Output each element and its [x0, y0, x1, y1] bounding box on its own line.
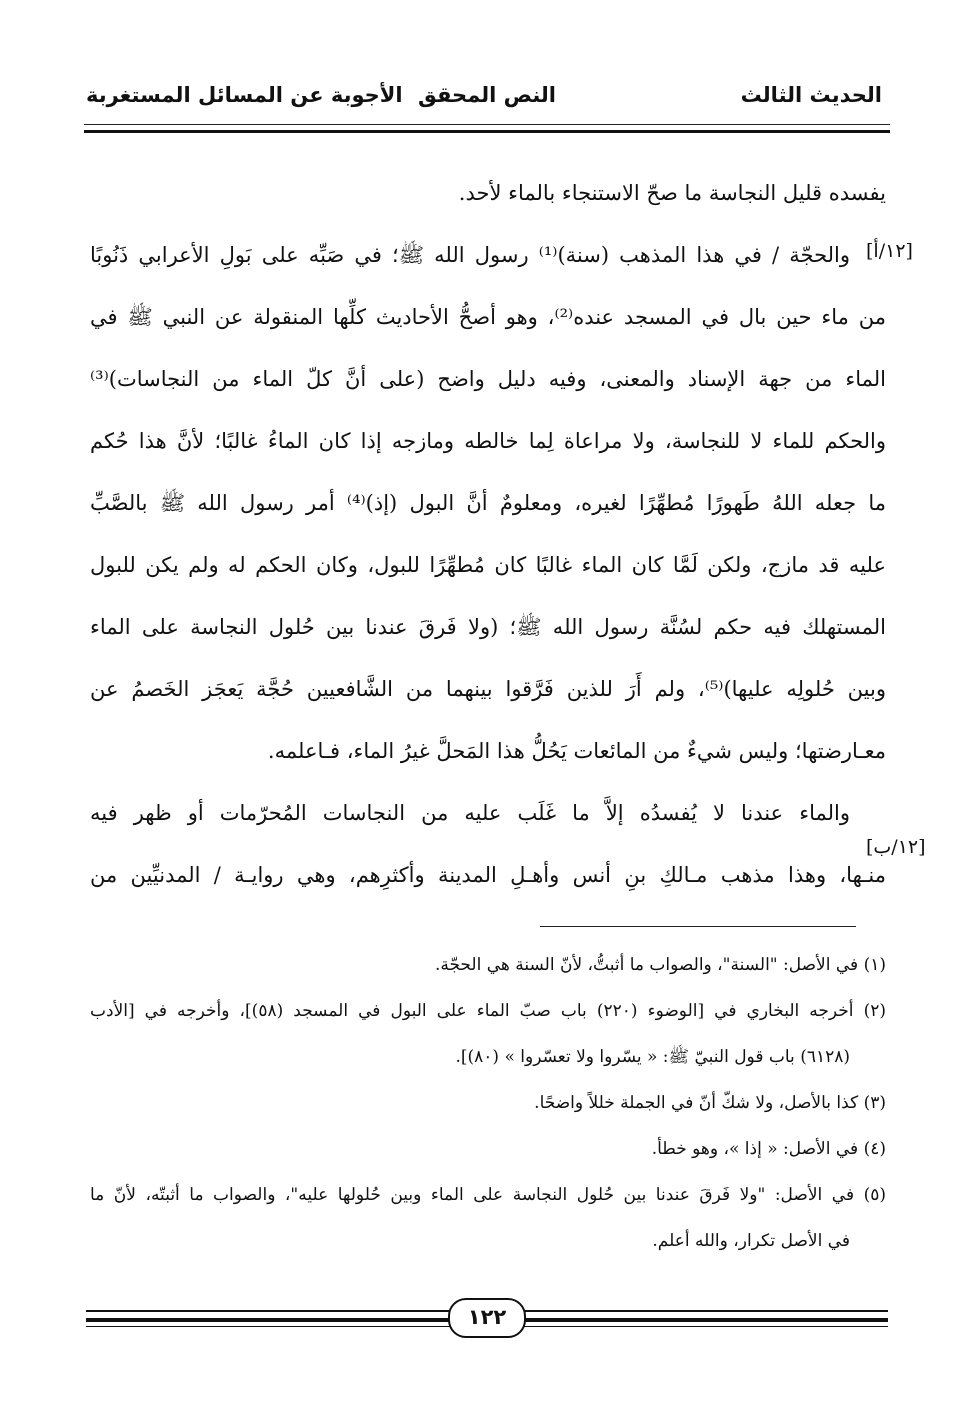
text-line: والحكم للماء لا للنجاسة، ولا مراعاة لِما خالطه ومازجه إذا كان الماءُ غالبًا؛ لأنَّ هذا حُكم — [90, 429, 886, 453]
footnote-2: (٢) أخرجه البخاري في [الوضوء (٢٢٠) باب صبّ الماء على البول في المسجد (٥٨)]، وأخرجه في [الأدب — [90, 1001, 887, 1021]
footnote-4: (٤) في الأصل: « إذا »، وهو خطأ. — [651, 1139, 886, 1159]
text-line: والماء عندنا لا يُفسدُه إلاَّ ما غَلَب عليه من النجاسات المُحرّمات أو ظهر فيه — [90, 801, 850, 825]
footnote-5: (٥) في الأصل: "ولا فَرقَ عندنا بين حُلول النجاسة على الماء وبين حُلولها عليه"، والصواب ما أثبتّه، لأنّ ما — [90, 1185, 886, 1205]
running-header-chapter: الحديث الثالث — [740, 83, 882, 107]
text-line: معـارضتها؛ وليس شيءٌ من المائعات يَحُلُّ هذا المَحلَّ غيرُ الماء، فـاعلمه. — [267, 739, 886, 763]
text-line: الماء من جهة الإسناد والمعنى، وفيه دليل واضح (على أنَّ كلّ الماء من النجاسات)⁽³⁾ — [90, 367, 886, 391]
footnote-2-continued: (٦١٢٨) باب قول النبيّ ﷺ: « يسّروا ولا تعسّروا » (٨٠)]. — [455, 1047, 850, 1067]
text-line: المستهلك فيه حكم لسُنَّة رسول الله ﷺ؛ (ولا فَرقَ عندنا بين حُلول النجاسة على الماء — [90, 615, 886, 639]
footnote-3: (٣) كذا بالأصل، ولا شكّ أنّ في الجملة خللاً واضحًا. — [534, 1093, 886, 1113]
main-text — [90, 162, 886, 906]
text-line: من ماء حين بال في المسجد عنده⁽²⁾، وهو أصحُّ الأحاديث كلِّها المنقولة عن النبي ﷺ في — [90, 305, 886, 329]
text-line: يفسده قليل النجاسة ما صحّ الاستنجاء بالماء لأحد. — [458, 181, 886, 205]
margin-folio-12b: [١٢/ب] — [866, 836, 926, 858]
footnotes — [90, 942, 886, 1264]
running-header-section: النص المحقق — [418, 83, 556, 107]
header-rule-thin — [84, 124, 890, 125]
text-line: عليه قد مازج، ولكن لَمَّا كان الماء غالبًا كان مُطهِّرًا للبول، وكان الحكم له ولم يكن للبول — [90, 553, 886, 577]
page-footer-ornament — [86, 1296, 888, 1338]
header-rule-thick — [84, 130, 890, 133]
text-line: والحجّة / في هذا المذهب (سنة)⁽¹⁾ رسول الله ﷺ؛ في صَبِّه على بَولِ الأعرابي ذَنُوبًا — [90, 243, 850, 267]
page-number: ١٢٢ — [448, 1298, 526, 1338]
margin-folio-12a: [١٢/أ] — [866, 240, 913, 262]
running-header-book-title: الأجوبة عن المسائل المستغربة — [86, 83, 403, 107]
text-line: منـها، وهذا مذهب مـالكِ بنِ أنس وأهـلِ المدينة وأكثرِهم، وهي روايـة / المدنيِّين من — [90, 863, 886, 887]
footnote-separator — [540, 926, 856, 927]
footnote-1: (١) في الأصل: "السنة"، والصواب ما أثبتُّ، لأنّ السنة هي الحجّة. — [434, 955, 886, 975]
footnote-5-continued: في الأصل تكرار، والله أعلم. — [652, 1231, 850, 1251]
text-line: ما جعله اللهُ طَهورًا مُطهِّرًا لغيره، ومعلومٌ أنَّ البول (إذ)⁽⁴⁾ أمر رسول الله ﷺ بالصَّبِّ — [90, 491, 886, 515]
text-line: وبين حُلولِه عليها)⁽⁵⁾، ولم أَرَ للذين فَرَّقوا بينهما من الشَّافعيين حُجَّة يَعجَز الخَصمُ عن — [90, 677, 886, 701]
